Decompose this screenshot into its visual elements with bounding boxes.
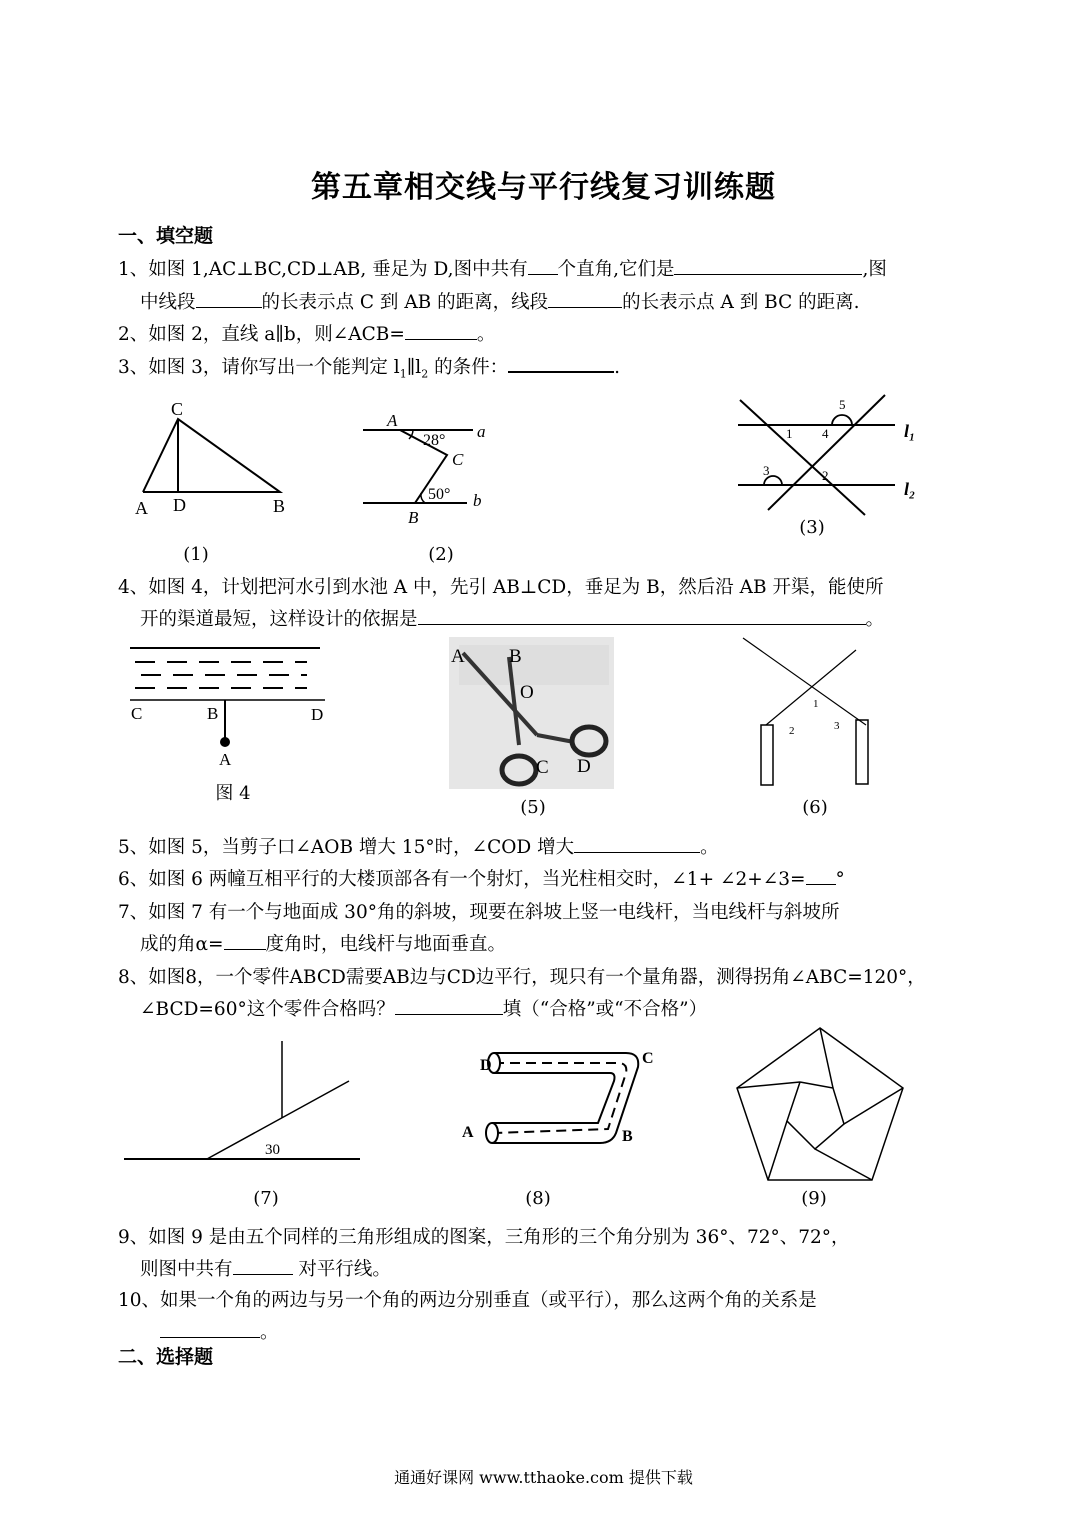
question-7-line-1: 7、如图 7 有一个与地面成 30°角的斜坡，现要在斜坡上竖一电线杆，当电线杆与斜坡所 (118, 902, 840, 923)
fig4-label-c: C (131, 704, 143, 723)
q1-text: 1、如图 1,AC⊥BC,CD⊥AB, 垂足为 D,图中共有 (118, 259, 528, 280)
question-10-line-2 (160, 1318, 279, 1344)
fig1-label-d: D (173, 495, 186, 515)
fig2-label-c: C (452, 450, 464, 469)
q10-text: 。 (260, 1322, 279, 1343)
answer-blank[interactable] (418, 606, 866, 625)
fig2-angle-28: 28° (423, 432, 446, 449)
figure-9 (733, 1025, 908, 1185)
fig7-angle-30: 30 (265, 1142, 280, 1158)
q4-text: 。 (865, 609, 885, 630)
fig5-label-c: C (536, 757, 549, 778)
q1-text: ,图 (862, 259, 887, 280)
answer-blank[interactable] (196, 289, 262, 308)
fig4-label-d: D (311, 705, 324, 724)
figure-6 (740, 635, 880, 795)
question-1-line-1 (118, 255, 887, 281)
fig6-angle-2: 2 (789, 725, 795, 737)
fig1-label-b: B (273, 496, 286, 516)
q7-text: 成的角α= (140, 934, 224, 955)
figure-9-caption: (9) (801, 1188, 827, 1209)
question-8-line-2 (140, 995, 707, 1021)
q3-text: 的条件： (428, 357, 509, 378)
answer-blank[interactable] (405, 321, 477, 340)
question-6 (118, 865, 845, 891)
fig4-label-b: B (207, 704, 219, 723)
fig2-label-a-point: A (387, 411, 398, 430)
fig4-label-a: A (219, 750, 232, 769)
q1-text: 的长表示点 C 到 AB 的距离，线段 (261, 292, 549, 313)
fig8-label-c: C (642, 1050, 654, 1067)
answer-blank[interactable] (806, 866, 836, 885)
fig3-line-l1: l₁ (904, 421, 916, 441)
fig3-angle-2: 2 (822, 468, 829, 483)
question-5 (118, 833, 719, 859)
question-2 (118, 320, 495, 346)
answer-blank[interactable] (548, 289, 622, 308)
q5-text: 。 (700, 837, 719, 858)
question-9-line-2 (140, 1255, 391, 1281)
question-4-line-2 (140, 605, 884, 631)
answer-blank[interactable] (224, 931, 266, 950)
q1-text: 中线段 (140, 292, 196, 313)
page-title: 第五章相交线与平行线复习训练题 (311, 170, 776, 205)
figure-1 (125, 395, 305, 525)
q6-text: ° (835, 869, 845, 890)
question-9-line-1: 9、如图 9 是由五个同样的三角形组成的图案，三角形的三个角分别为 36°、72°、72°， (118, 1227, 850, 1248)
fig1-label-c: C (171, 399, 184, 419)
figure-2-caption: (2) (428, 544, 454, 565)
fig5-label-o: O (520, 682, 534, 703)
q4-text: 开的渠道最短，这样设计的依据是 (140, 609, 418, 630)
fig2-label-b: B (408, 508, 419, 527)
question-8-line-1: 8、如图8，一个零件ABCD需要AB边与CD边平行，现只有一个量角器，测得拐角∠ABC=120°， (118, 967, 926, 988)
q8-text: ∠BCD=60°这个零件合格吗？ (140, 999, 395, 1020)
fig3-line-l2: l₂ (904, 479, 916, 499)
figure-3 (730, 395, 930, 520)
figure-8-caption: (8) (525, 1188, 551, 1209)
question-10-line-1: 10、如果一个角的两边与另一个角的两边分别垂直（或平行），那么这两个角的关系是 (118, 1290, 817, 1311)
q7-text: 度角时，电线杆与地面垂直。 (265, 934, 507, 955)
section-heading-multiple-choice: 二、选择题 (118, 1346, 214, 1368)
q1-text: 的长表示点 A 到 BC 的距离. (622, 292, 860, 313)
figure-3-caption: (3) (799, 517, 825, 538)
fig2-line-b: b (473, 491, 482, 510)
q5-text: 5、如图 5，当剪子口∠AOB 增大 15°时，∠COD 增大 (118, 837, 575, 858)
question-1-line-2 (140, 288, 860, 314)
figure-2 (355, 405, 505, 530)
answer-blank[interactable] (508, 353, 614, 373)
figure-4-caption: 图 4 (215, 783, 251, 804)
fig8-label-b: B (622, 1128, 633, 1145)
q3-subscript: 1 (399, 367, 407, 381)
page-footer: 通通好课网 www.tthaoke.com 提供下载 (394, 1468, 693, 1487)
fig1-label-a: A (135, 498, 148, 518)
figure-1-caption: (1) (183, 544, 209, 565)
figure-6-caption: (6) (802, 797, 828, 818)
figure-8 (458, 1043, 663, 1148)
q3-text: ∥l (406, 357, 422, 378)
figure-7-caption: (7) (253, 1188, 279, 1209)
question-4-line-1: 4、如图 4，计划把河水引到水池 A 中，先引 AB⊥CD，垂足为 B，然后沿 AB 开渠，能使所 (118, 577, 884, 598)
q9-text: 则图中共有 (140, 1259, 233, 1280)
answer-blank[interactable] (574, 834, 700, 853)
fig2-line-a: a (477, 422, 486, 441)
fig8-label-a: A (462, 1124, 474, 1141)
answer-blank[interactable] (395, 996, 503, 1015)
fig3-angle-1: 1 (786, 426, 793, 441)
figure-7 (122, 1038, 367, 1163)
figure-5 (449, 637, 614, 789)
q1-text: 个直角,它们是 (557, 259, 675, 280)
figure-5-caption: (5) (520, 797, 546, 818)
fig3-angle-5: 5 (839, 397, 846, 412)
q2-text: 。 (476, 324, 496, 345)
fig2-angle-50: 50° (428, 486, 451, 503)
fig6-angle-3: 3 (834, 720, 840, 732)
q6-text: 6、如图 6 两幢互相平行的大楼顶部各有一个射灯，当光柱相交时，∠1+ ∠2+∠3= (118, 869, 806, 890)
answer-blank[interactable] (674, 256, 862, 275)
fig5-label-a: A (451, 646, 465, 667)
q3-text: 3、如图 3，请你写出一个能判定 l (118, 357, 400, 378)
q8-text: 填（“合格”或“不合格”） (502, 999, 708, 1020)
fig5-label-d: D (577, 756, 591, 777)
q3-text: . (614, 357, 620, 378)
fig6-angle-1: 1 (813, 698, 819, 710)
q9-text: 对平行线。 (292, 1259, 391, 1280)
question-7-line-2 (140, 930, 506, 956)
answer-blank[interactable] (528, 256, 558, 275)
question-3 (118, 353, 620, 381)
fig5-label-b: B (509, 646, 522, 667)
answer-blank[interactable] (233, 1256, 293, 1275)
section-heading-fill-in: 一、填空题 (118, 225, 214, 247)
q3-subscript: 2 (421, 367, 429, 381)
answer-blank[interactable] (160, 1319, 260, 1338)
fig3-angle-4: 4 (822, 426, 829, 441)
q2-text: 2、如图 2，直线 a∥b，则∠ACB= (118, 324, 405, 345)
fig8-label-d: D (480, 1057, 492, 1074)
fig3-angle-3: 3 (763, 463, 770, 478)
